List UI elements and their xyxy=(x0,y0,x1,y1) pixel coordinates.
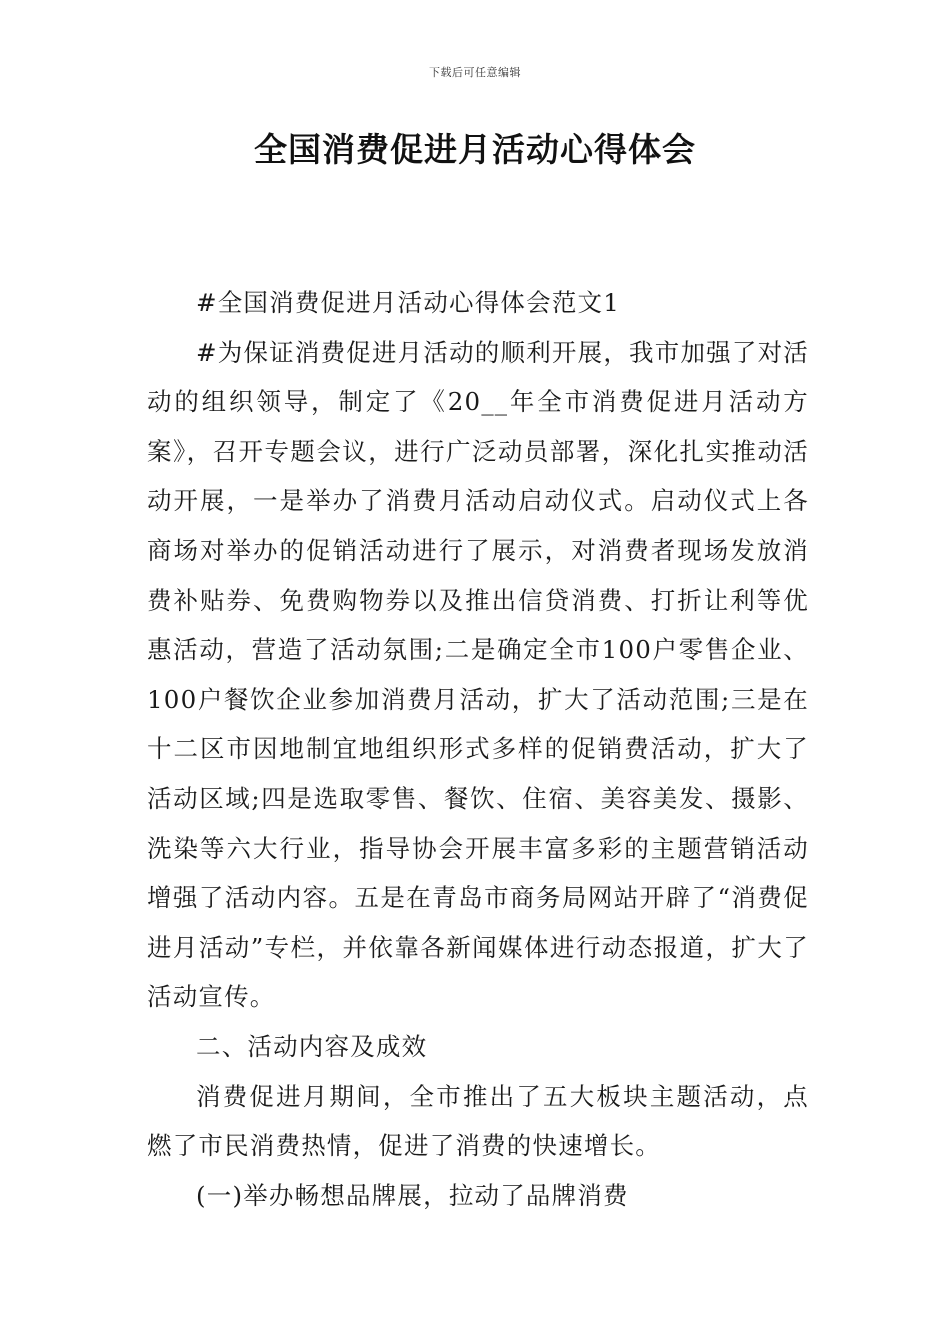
paragraph-subtitle: #全国消费促进月活动心得体会范文1 xyxy=(196,288,621,317)
document-title: 全国消费促进月活动心得体会 xyxy=(254,130,696,169)
section-heading: 二、活动内容及成效 xyxy=(196,1031,428,1061)
paragraph-intro: #为保证消费促进月活动的顺利开展，我市加强了对活动的组织领导，制定了《20__年全市消费促进月活动方案》，召开专题会议，进行广泛动员部署，深化扎实推动活动开展，一是举办了消费月活动启动仪式。启动仪式上各商场对举办的促销活动进行了展示，对消费者现场发放消费补贴券、免费购物券以及推出信贷消费、打折让利等优惠活动，营造了活动氛围;二是确定全市100户零售企业、100户餐饮企业参加消费月活动，扩大了活动范围;三是在十二区市因地制宜地组织形式多样的促销费活动，扩大了活动区域;四是选取零售、餐饮、住宿、美容美发、摄影、洗染等六大行业，指导协会开展丰富多彩的主题营销活动增强了活动内容。五是在青岛市商务局网站开辟了“消费促进月活动”专栏，并依靠各新闻媒体进行动态报道，扩大了活动宣传。 xyxy=(147,337,809,1012)
header-note: 下载后可任意编辑 xyxy=(429,66,521,79)
paragraph-summary: 消费促进月期间，全市推出了五大板块主题活动，点燃了市民消费热情，促进了消费的快速增长。 xyxy=(147,1081,809,1161)
subsection-heading: (一)举办畅想品牌展，拉动了品牌消费 xyxy=(196,1180,629,1210)
document-body xyxy=(147,278,809,1220)
